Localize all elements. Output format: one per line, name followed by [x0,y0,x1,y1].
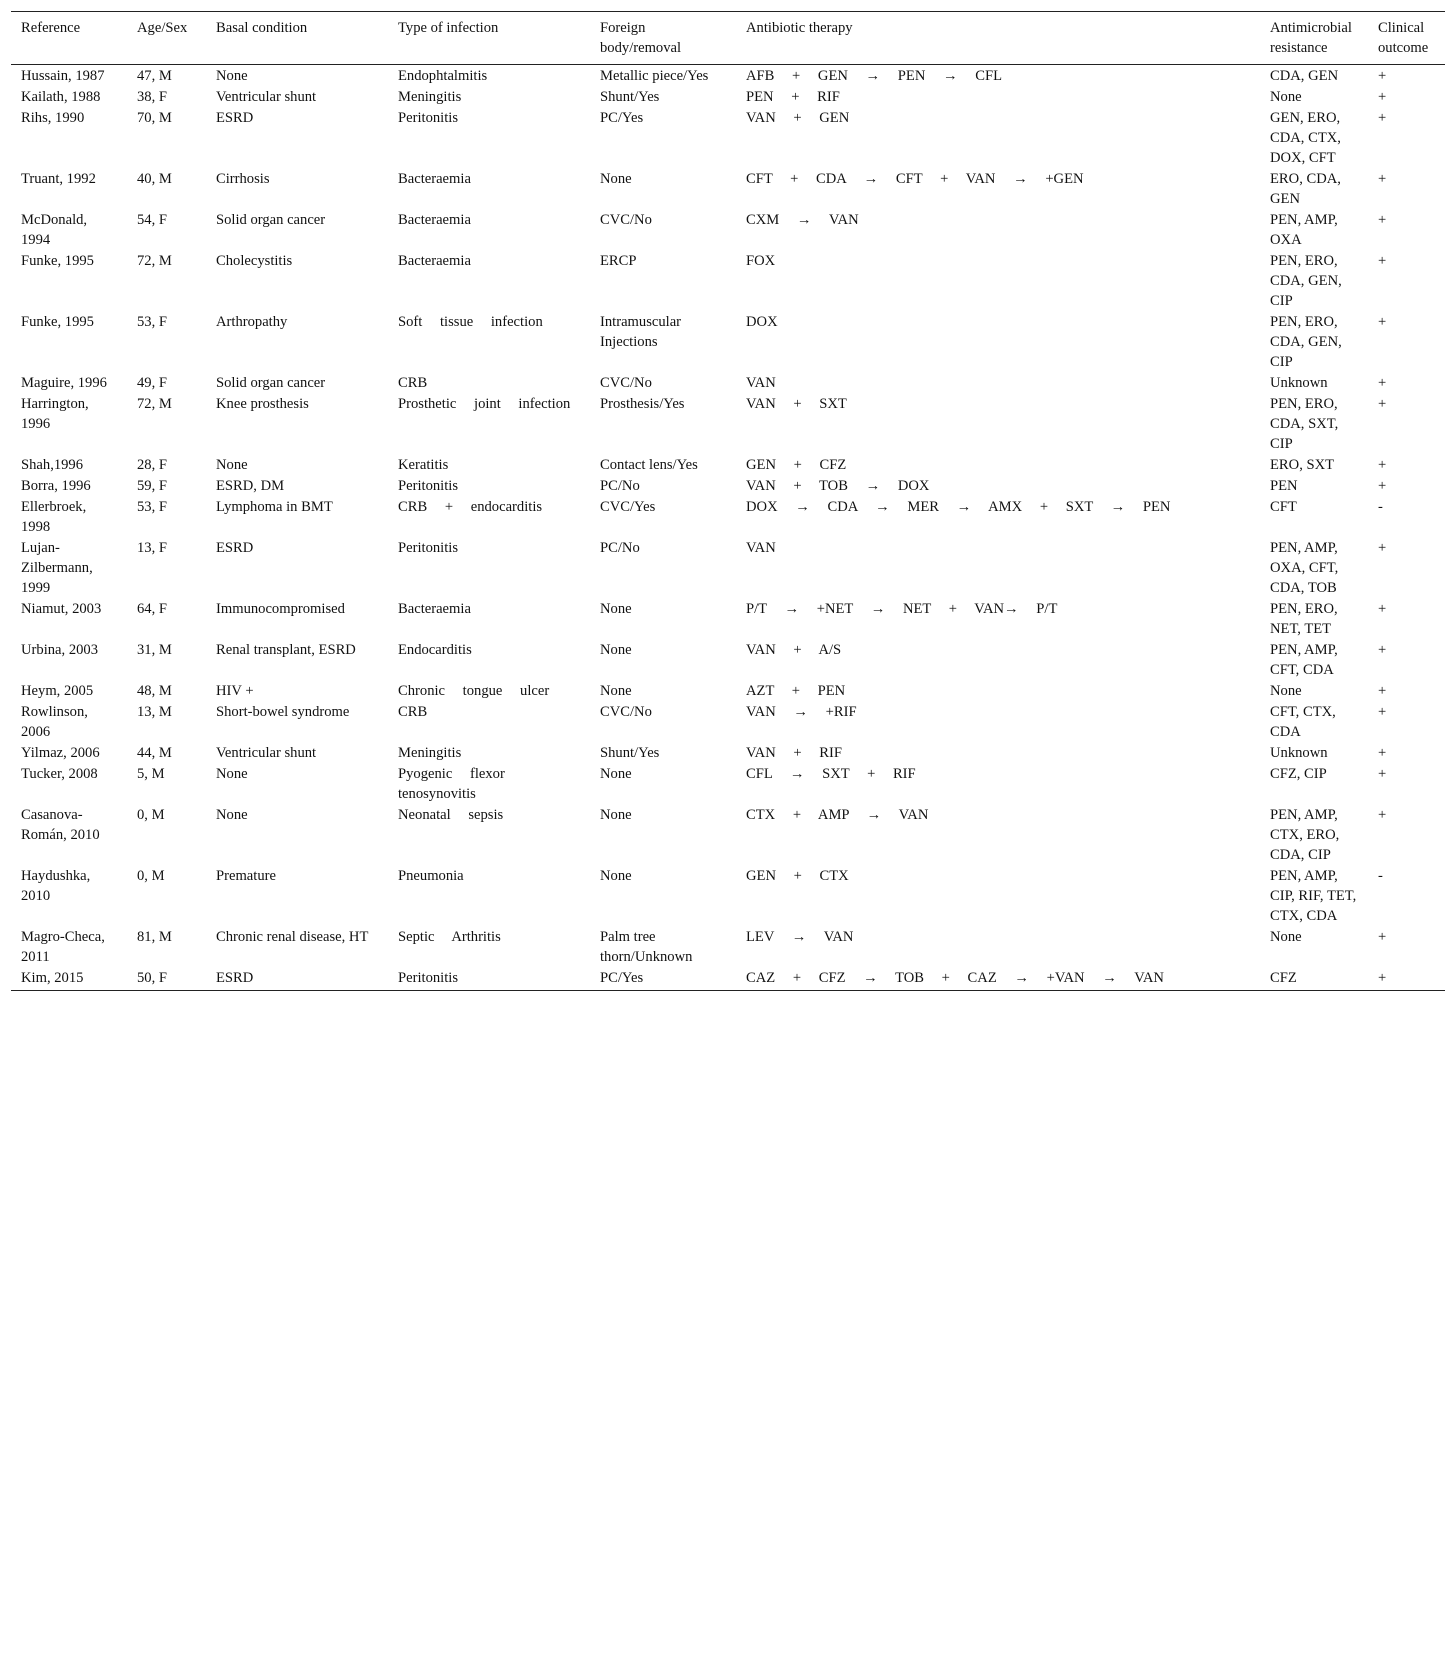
cell-type-of-infection: CRB [398,704,428,720]
cell-basal-condition: None [216,766,248,782]
cell-antibiotic-therapy: DOX [746,314,778,330]
cell-reference: Rowlinson, 2006 [21,704,88,740]
cell-foreign-body: Shunt/Yes [600,89,660,105]
cell-clinical-outcome: + [1378,766,1387,782]
cell-basal-condition: Short-bowel syndrome [216,704,350,720]
cell-clinical-outcome: + [1378,478,1387,494]
cell-reference: Funke, 1995 [21,314,94,330]
cell-age-sex: 64, F [137,601,168,617]
cell-foreign-body: None [600,683,632,699]
cell-type-of-infection: Septic Arthritis [398,929,501,945]
cell-antibiotic-therapy: CFL → SXT + RIF [746,766,916,782]
cell-foreign-body: None [600,807,632,823]
cell-basal-condition: Renal transplant, ESRD [216,642,356,658]
table-row [11,393,1445,454]
cell-age-sex: 5, M [137,766,165,782]
cell-age-sex: 38, F [137,89,168,105]
cell-foreign-body: None [600,642,632,658]
table-row [11,680,1445,701]
table-row [11,865,1445,926]
cell-type-of-infection: Pneumonia [398,868,464,884]
table-row [11,65,1445,87]
cell-clinical-outcome: + [1378,396,1387,412]
cell-age-sex: 31, M [137,642,172,658]
cell-antimicrobial-resistance: CDA, GEN [1270,68,1339,84]
cell-reference: Heym, 2005 [21,683,94,699]
table-row [11,639,1445,680]
cell-basal-condition: None [216,457,248,473]
cell-reference: Yilmaz, 2006 [21,745,100,761]
cell-clinical-outcome: + [1378,745,1387,761]
cell-type-of-infection: Soft tissue infection [398,314,543,330]
table-row [11,701,1445,742]
cell-foreign-body: PC/No [600,540,640,556]
cell-antibiotic-therapy: DOX → CDA → MER → AMX + SXT → PEN [746,499,1171,515]
cell-antimicrobial-resistance: GEN, ERO, CDA, CTX, DOX, CFT [1270,110,1341,166]
cell-antibiotic-therapy: P/T → +NET → NET + VAN→ P/T [746,601,1058,617]
cell-antibiotic-therapy: VAN + SXT [746,396,847,412]
cell-reference: Urbina, 2003 [21,642,99,658]
table-row [11,209,1445,250]
cell-clinical-outcome: + [1378,457,1387,473]
cell-foreign-body: Metallic piece/Yes [600,68,709,84]
cell-age-sex: 40, M [137,171,172,187]
cell-foreign-body: None [600,171,632,187]
cell-clinical-outcome: + [1378,375,1387,391]
cell-antimicrobial-resistance: Unknown [1270,375,1328,391]
cell-antibiotic-therapy: CTX + AMP → VAN [746,807,929,823]
cell-antimicrobial-resistance: PEN, ERO, CDA, SXT, CIP [1270,396,1339,452]
cell-foreign-body: PC/Yes [590,967,736,991]
cell-clinical-outcome: - [1378,868,1383,884]
table-row [11,967,1445,991]
header-basal-condition: Basal condition [206,12,388,65]
header-type-of-infection: Type of infection [388,12,590,65]
cell-age-sex: 72, M [137,253,172,269]
cell-foreign-body: CVC/No [600,212,652,228]
cell-antimicrobial-resistance: CFZ [1260,967,1368,991]
cell-clinical-outcome: + [1368,967,1445,991]
cell-basal-condition: Cholecystitis [216,253,293,269]
cell-age-sex: 47, M [137,68,172,84]
cell-reference: Casanova-Román, 2010 [21,807,100,843]
cell-antimicrobial-resistance: PEN [1270,478,1298,494]
cell-antimicrobial-resistance: PEN, AMP, CIP, RIF, TET, CTX, CDA [1270,868,1357,924]
cell-reference: Kim, 2015 [11,967,127,991]
table-row [11,598,1445,639]
cell-basal-condition: Cirrhosis [216,171,270,187]
cell-age-sex: 70, M [137,110,172,126]
cell-basal-condition: Premature [216,868,276,884]
cell-basal-condition: Solid organ cancer [216,375,326,391]
cell-antibiotic-therapy: FOX [746,253,776,269]
cell-antimicrobial-resistance: PEN, ERO, CDA, GEN, CIP [1270,314,1342,370]
header-clinical-outcome: Clinical outcome [1368,12,1445,65]
cell-antimicrobial-resistance: PEN, ERO, CDA, GEN, CIP [1270,253,1342,309]
cell-reference: Borra, 1996 [21,478,91,494]
table-row [11,804,1445,865]
cell-age-sex: 49, F [137,375,168,391]
cell-foreign-body: Palm tree thorn/Unknown [600,929,693,965]
cell-basal-condition: Lymphoma in BMT [216,499,333,515]
cell-foreign-body: None [600,868,632,884]
cell-reference: Rihs, 1990 [21,110,85,126]
cell-foreign-body: Contact lens/Yes [600,457,698,473]
cell-clinical-outcome: + [1378,929,1387,945]
cell-basal-condition: None [216,807,248,823]
cell-foreign-body: Shunt/Yes [600,745,660,761]
cell-type-of-infection: Bacteraemia [398,171,471,187]
case-table [11,11,1445,991]
cell-basal-condition: Ventricular shunt [216,745,317,761]
cell-antibiotic-therapy: VAN → +RIF [746,704,857,720]
cell-basal-condition: ESRD [216,110,254,126]
cell-type-of-infection: Peritonitis [398,110,458,126]
cell-reference: Niamut, 2003 [21,601,102,617]
cell-antibiotic-therapy: VAN + A/S [746,642,842,658]
cell-reference: Harrington, 1996 [21,396,89,432]
cell-clinical-outcome: + [1378,253,1387,269]
cell-antimicrobial-resistance: PEN, AMP, CTX, ERO, CDA, CIP [1270,807,1340,863]
cell-type-of-infection: Keratitis [398,457,449,473]
cell-antimicrobial-resistance: Unknown [1270,745,1328,761]
table-row [11,742,1445,763]
cell-clinical-outcome: + [1378,314,1387,330]
cell-foreign-body: CVC/Yes [600,499,656,515]
cell-antibiotic-therapy: AFB + GEN → PEN → CFL [746,68,1003,84]
header-foreign-body: Foreign body/removal [590,12,736,65]
cell-age-sex: 0, M [137,807,165,823]
cell-age-sex: 13, F [137,540,168,556]
table-header [11,12,1445,65]
cell-reference: Haydushka, 2010 [21,868,91,904]
cell-reference: McDonald, 1994 [21,212,88,248]
cell-type-of-infection: Endophtalmitis [398,68,488,84]
cell-antibiotic-therapy: CAZ + CFZ → TOB + CAZ → +VAN → VAN [736,967,1260,991]
cell-reference: Ellerbroek, 1998 [21,499,87,535]
cell-type-of-infection: Bacteraemia [398,212,471,228]
cell-antibiotic-therapy: LEV → VAN [746,929,854,945]
cell-foreign-body: PC/No [600,478,640,494]
header-reference: Reference [11,12,127,65]
cell-clinical-outcome: + [1378,704,1387,720]
table-row [11,475,1445,496]
cell-reference: Hussain, 1987 [21,68,105,84]
table-row [11,168,1445,209]
cell-type-of-infection: Peritonitis [388,967,590,991]
table-row [11,311,1445,372]
header-antibiotic-therapy: Antibiotic therapy [736,12,1260,65]
cell-clinical-outcome: + [1378,89,1387,105]
cell-age-sex: 28, F [137,457,168,473]
cell-antimicrobial-resistance: PEN, ERO, NET, TET [1270,601,1338,637]
cell-age-sex: 81, M [137,929,172,945]
cell-type-of-infection: Peritonitis [398,478,458,494]
table-row [11,107,1445,168]
cell-foreign-body: None [600,766,632,782]
header-antimicrobial-resistance: Antimicrobial resistance [1260,12,1368,65]
cell-reference: Lujan-Zilbermann, 1999 [21,540,93,596]
table-row [11,537,1445,598]
cell-basal-condition: Ventricular shunt [216,89,317,105]
cell-clinical-outcome: + [1378,807,1387,823]
cell-antimicrobial-resistance: CFT [1270,499,1297,515]
cell-foreign-body: None [600,601,632,617]
cell-reference: Shah,1996 [21,457,84,473]
cell-clinical-outcome: + [1378,212,1387,228]
table-row [11,926,1445,967]
table-row [11,86,1445,107]
cell-basal-condition: ESRD, DM [216,478,285,494]
cell-foreign-body: ERCP [600,253,637,269]
cell-antimicrobial-resistance: None [1270,683,1302,699]
cell-basal-condition: Solid organ cancer [216,212,326,228]
cell-age-sex: 53, F [137,499,168,515]
cell-antimicrobial-resistance: None [1270,89,1302,105]
cell-type-of-infection: Chronic tongue ulcer [398,683,550,699]
header-row [11,12,1445,65]
case-table-container [11,11,1445,991]
cell-type-of-infection: Peritonitis [398,540,458,556]
cell-antibiotic-therapy: CFT + CDA → CFT + VAN → +GEN [746,171,1084,187]
header-age-sex: Age/Sex [127,12,206,65]
cell-antibiotic-therapy: GEN + CTX [746,868,849,884]
cell-basal-condition: None [216,68,248,84]
cell-antibiotic-therapy: PEN + RIF [746,89,840,105]
cell-type-of-infection: CRB [398,375,428,391]
table-body [11,65,1445,991]
cell-reference: Truant, 1992 [21,171,96,187]
cell-basal-condition: Arthropathy [216,314,288,330]
cell-antibiotic-therapy: GEN + CFZ [746,457,847,473]
cell-foreign-body: Prosthesis/Yes [600,396,685,412]
cell-age-sex: 59, F [137,478,168,494]
cell-age-sex: 0, M [137,868,165,884]
cell-antimicrobial-resistance: ERO, SXT [1270,457,1335,473]
cell-basal-condition: ESRD [206,967,388,991]
cell-antimicrobial-resistance: PEN, AMP, OXA, CFT, CDA, TOB [1270,540,1339,596]
cell-basal-condition: ESRD [216,540,254,556]
cell-clinical-outcome: - [1378,499,1383,515]
cell-clinical-outcome: + [1378,171,1387,187]
table-row [11,763,1445,804]
cell-antibiotic-therapy: VAN + GEN [746,110,850,126]
cell-reference: Maguire, 1996 [21,375,107,391]
cell-age-sex: 48, M [137,683,172,699]
cell-foreign-body: PC/Yes [600,110,644,126]
cell-basal-condition: HIV + [216,683,254,699]
cell-antimicrobial-resistance: ERO, CDA, GEN [1270,171,1341,207]
cell-type-of-infection: Endocarditis [398,642,472,658]
cell-age-sex: 13, M [137,704,172,720]
cell-reference: Kailath, 1988 [21,89,101,105]
cell-type-of-infection: Meningitis [398,89,462,105]
cell-antibiotic-therapy: VAN [746,375,776,391]
cell-foreign-body: CVC/No [600,704,652,720]
cell-clinical-outcome: + [1378,540,1387,556]
cell-reference: Funke, 1995 [21,253,94,269]
cell-antimicrobial-resistance: None [1270,929,1302,945]
cell-antibiotic-therapy: AZT + PEN [746,683,846,699]
cell-type-of-infection: Pyogenic flexor tenosynovitis [398,766,505,802]
cell-basal-condition: Immunocompromised [216,601,345,617]
table-row [11,496,1445,537]
cell-age-sex: 54, F [137,212,168,228]
cell-type-of-infection: Bacteraemia [398,253,471,269]
cell-clinical-outcome: + [1378,601,1387,617]
cell-foreign-body: Intramuscular Injections [600,314,682,350]
cell-antimicrobial-resistance: PEN, AMP, OXA [1270,212,1338,248]
cell-antibiotic-therapy: VAN + RIF [746,745,842,761]
cell-clinical-outcome: + [1378,683,1387,699]
cell-antimicrobial-resistance: PEN, AMP, CFT, CDA [1270,642,1338,678]
cell-reference: Magro-Checa, 2011 [21,929,105,965]
cell-age-sex: 53, F [137,314,168,330]
cell-age-sex: 44, M [137,745,172,761]
cell-antimicrobial-resistance: CFZ, CIP [1270,766,1327,782]
cell-antimicrobial-resistance: CFT, CTX, CDA [1270,704,1336,740]
cell-reference: Tucker, 2008 [21,766,98,782]
cell-type-of-infection: CRB + endocarditis [398,499,543,515]
cell-age-sex: 72, M [137,396,172,412]
table-row [11,454,1445,475]
cell-clinical-outcome: + [1378,110,1387,126]
cell-antibiotic-therapy: VAN + TOB → DOX [746,478,930,494]
cell-clinical-outcome: + [1378,68,1387,84]
cell-antibiotic-therapy: VAN [746,540,776,556]
cell-type-of-infection: Prosthetic joint infection [398,396,571,412]
cell-basal-condition: Chronic renal disease, HT [216,929,369,945]
cell-antibiotic-therapy: CXM → VAN [746,212,859,228]
cell-type-of-infection: Meningitis [398,745,462,761]
table-row [11,250,1445,311]
table-row [11,372,1445,393]
cell-type-of-infection: Neonatal sepsis [398,807,504,823]
cell-age-sex: 50, F [127,967,206,991]
cell-type-of-infection: Bacteraemia [398,601,471,617]
cell-foreign-body: CVC/No [600,375,652,391]
cell-basal-condition: Knee prosthesis [216,396,309,412]
cell-clinical-outcome: + [1378,642,1387,658]
